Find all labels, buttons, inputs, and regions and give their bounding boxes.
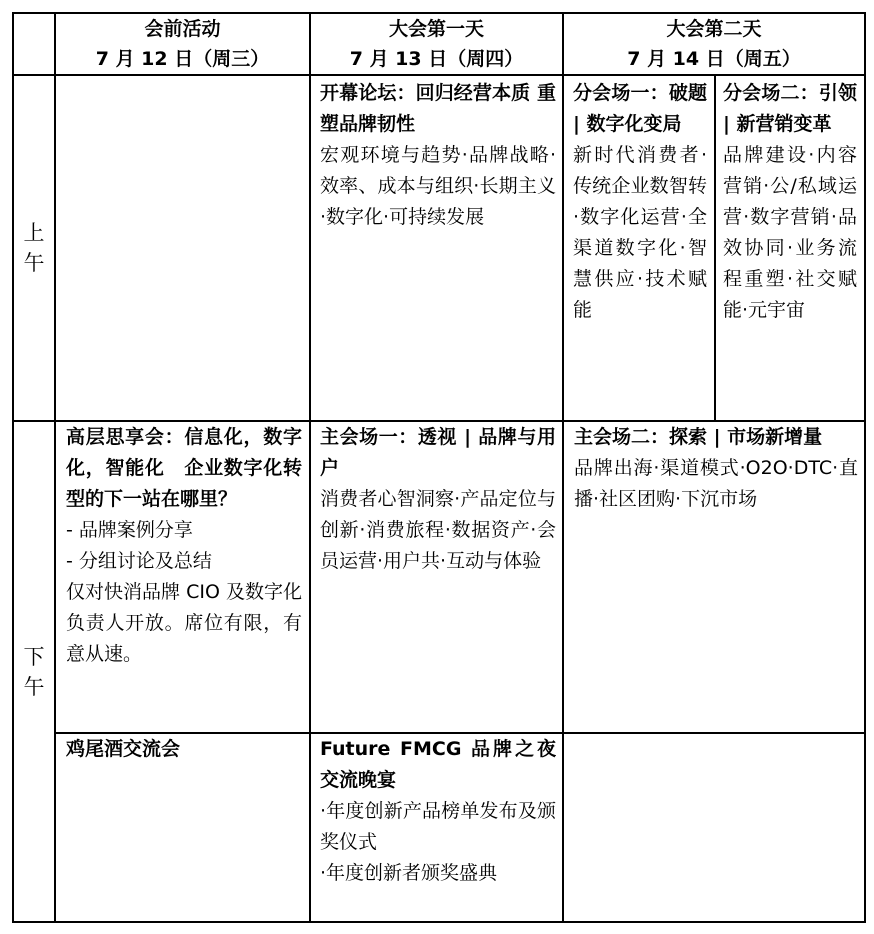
main-venue-one-topics: 消费者心智洞察·产品定位与创新·消费旅程·数据资产·会员运营·用户共·互动与体验 [320,488,556,572]
header-day-one-name: 大会第一天 [388,18,484,40]
main-venue-one-title: 主会场一：透视 | 品牌与用户 [320,426,556,479]
morning-breakout-two [723,78,857,326]
header-pre-event-name: 会前活动 [144,18,221,40]
period-morning-text: 上午 [23,221,45,275]
header-day-two-date: 7 月 14 日（周五） [627,48,801,70]
header-pre-event-date: 7 月 12 日（周三） [95,48,270,70]
executive-forum-note: 仅对快消品牌 CIO 及数字化负责人开放。席位有限，有意从速。 [66,581,302,665]
brand-night-item-awards: ·年度创新产品榜单发布及颁奖仪式 [320,800,556,853]
breakout-one-title: 分会场一：破题 | 数字化变局 [573,82,707,135]
morning-breakout-one [573,78,707,326]
main-venue-two-title: 主会场二：探索 | 市场新增量 [574,426,823,448]
opening-forum-topics: 宏观环境与趋势·品牌战略·效率、成本与组织·长期主义·数字化·可持续发展 [320,144,556,228]
executive-forum-title: 高层思享会：信息化，数字化，智能化 企业数字化转型的下一站在哪里？ [66,426,302,510]
header-day-two [564,14,864,74]
afternoon-main-venue-two [574,422,858,515]
executive-forum-item-cases: - 品牌案例分享 [66,519,193,541]
period-afternoon-text: 下午 [23,645,45,699]
header-day-two-name: 大会第二天 [666,18,762,40]
morning-pre-event-cell [56,76,309,420]
evening-day-two-cell [564,734,864,921]
evening-cocktail [66,734,302,765]
morning-opening-forum [320,78,556,233]
cocktail-title: 鸡尾酒交流会 [66,738,181,760]
header-day-one [311,14,562,74]
header-pre-event [56,14,309,74]
breakout-one-topics: 新时代消费者·传统企业数智转·数字化运营·全渠道数字化·智慧供应·技术赋能 [573,144,707,321]
main-venue-two-topics: 品牌出海·渠道模式·O2O·DTC·直播·社区团购·下沉市场 [574,457,858,510]
header-day-one-date: 7 月 13 日（周四） [349,48,524,70]
period-afternoon-label [14,642,54,702]
evening-brand-night [320,734,556,889]
executive-forum-item-discussion: - 分组讨论及总结 [66,550,212,572]
opening-forum-title: 开幕论坛：回归经营本质 重塑品牌韧性 [320,82,556,135]
brand-night-item-innovators: ·年度创新者颁奖盛典 [320,862,498,884]
afternoon-executive-forum [66,422,302,670]
afternoon-main-venue-one [320,422,556,577]
period-morning-label [14,218,54,278]
brand-night-title: Future FMCG 品牌之夜交流晚宴 [320,738,556,791]
breakout-two-topics: 品牌建设·内容营销·公/私域运营·数字营销·品效协同·业务流程重塑·社交赋能·元宇宙 [723,144,857,321]
breakout-two-title: 分会场二：引领 | 新营销变革 [723,82,857,135]
